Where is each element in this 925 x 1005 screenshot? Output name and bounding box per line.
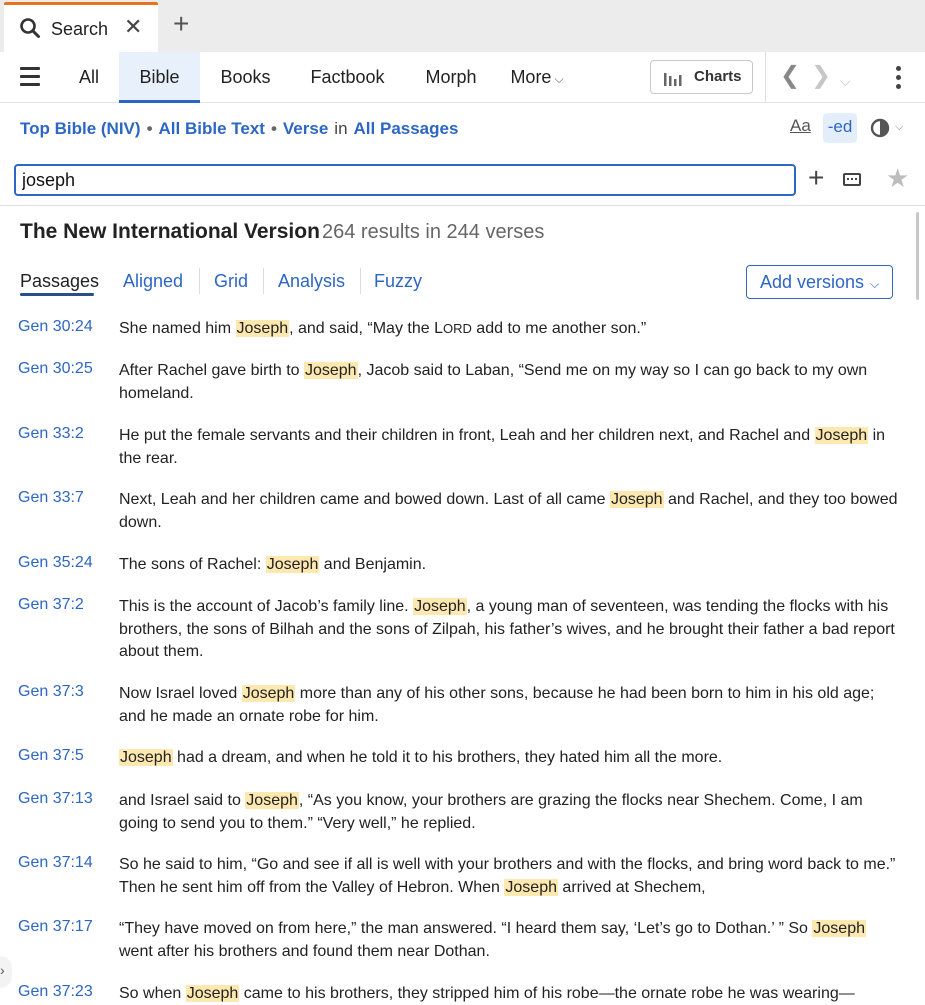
verse-text [119,854,899,899]
subtab-divider [199,268,200,294]
search-scope: Top Bible (NIV) • All Bible Text • Verse in All Passages [20,119,459,138]
verse-text [119,596,899,664]
verse-reference-link[interactable]: Gen 30:25 [18,360,93,377]
nav-tab-more[interactable] [503,52,571,103]
search-input[interactable] [14,164,796,196]
nav-tab-label: All [78,67,99,87]
verse-text-segment: , “As you know, your brothers are grazing the flocks near Shechem. Come, I am going to send you to them.” “Very well,” he replied. [119,792,863,832]
subtab-aligned[interactable]: Aligned [123,271,184,291]
search-hit-highlight[interactable]: Joseph [304,362,357,379]
add-versions-label: Add versions [760,272,865,292]
search-hit-highlight[interactable]: Joseph [242,685,295,702]
back-arrow-icon[interactable]: ❮ [780,62,801,89]
verse-text [119,554,899,577]
verse-text-segment: , Jacob said to Laban, “Send me on my way so I can go back to my own homeland. [119,362,868,402]
add-term-plus-icon[interactable]: + [808,162,825,193]
verse-text-segment: went after his brothers and found them near Dothan. [119,942,490,960]
scrollbar[interactable] [916,212,919,300]
tab-label: Search [51,19,109,39]
verse-text-segment: , and said, “May the L [289,320,443,337]
tab-search[interactable] [4,2,158,52]
close-icon[interactable]: ✕ [124,14,143,39]
subtab-fuzzy[interactable]: Fuzzy [374,271,423,291]
nav-tab-label: Factbook [310,67,385,87]
charts-button[interactable] [650,60,753,94]
search-hit-highlight[interactable]: Joseph [815,427,868,444]
hamburger-menu-icon[interactable] [20,67,40,91]
search-hit-highlight[interactable]: Joseph [236,320,289,337]
verse-text-segment: and Rachel, and they too bowed down. [119,491,898,531]
toolbar [0,52,925,103]
expand-panel-chevron-icon[interactable]: › [0,956,12,988]
search-hit-highlight[interactable]: Joseph [610,491,663,508]
new-tab-plus-icon[interactable]: + [173,8,190,39]
add-versions-button[interactable] [746,265,893,299]
verse-text [119,425,899,470]
search-hit-highlight[interactable]: Joseph [505,878,557,896]
nav-tab-label: Morph [425,67,477,87]
divider [0,205,925,206]
verse-text [119,683,899,728]
word-forms-toggle-icon[interactable]: -ed [823,113,857,143]
scope-text-link[interactable]: All Bible Text [158,119,265,138]
subtab-divider [360,268,361,294]
chevron-down-icon: ⌵ [554,72,564,86]
verse-text-segment: So when [119,985,186,1002]
version-title: The New International Version [20,220,320,243]
toolbar-divider [765,52,766,103]
verse-reference-link[interactable]: Gen 37:23 [18,983,93,1000]
verse-reference-link[interactable]: Gen 30:24 [18,318,93,335]
verse-text-segment: more than any of his other sons, because he had been born to him in his old age; and he made an ornate robe for him. [119,685,875,725]
active-subtab-indicator [20,293,94,296]
verse-text-segment: Now Israel loved [119,685,242,702]
verse-reference-link[interactable]: Gen 37:17 [18,918,93,935]
verse-text-segment: arrived at Shechem, [557,878,706,896]
verse-text-segment: So he said to him, “Go and see if all is well with your brothers and with the flocks, and bring word back to me.” Then he sent him off from the Valley of Hebron. When [119,856,896,896]
charts-label: Charts [694,68,742,85]
verse-text-segment: The sons of Rachel: [119,556,266,573]
subtab-passages[interactable]: Passages [20,271,100,291]
verse-text-segment: in the rear. [119,427,886,467]
verse-reference-link[interactable]: Gen 37:2 [18,596,84,613]
keyboard-icon[interactable] [843,173,861,186]
verse-text-segment: add to me another son.” [471,320,647,337]
search-hit-highlight[interactable]: Joseph [266,556,319,573]
verse-reference-link[interactable]: Gen 33:7 [18,489,84,506]
verse-text-segment: “They have moved on from here,” the man answered. “I heard them say, ‘Let’s go to Dothan.’ ” So [119,920,813,937]
subtab-grid[interactable]: Grid [214,271,249,291]
search-hit-highlight[interactable]: Joseph [813,920,865,937]
verse-text-segment: Next, Leah and her children came and bowed down. Last of all came [119,491,610,508]
verse-text [119,318,899,341]
search-hit-highlight[interactable]: Joseph [414,598,466,615]
subtab-analysis[interactable]: Analysis [278,271,346,291]
verse-text-segment: She named him [119,320,236,337]
verse-reference-link[interactable]: Gen 37:3 [18,683,84,700]
verse-text [119,489,899,534]
verse-reference-link[interactable]: Gen 37:13 [18,790,93,807]
nav-tab-factbook[interactable] [300,52,395,103]
verse-text [119,983,899,1005]
chevron-down-icon: ⌵ [870,277,880,291]
verse-text-segment: This is the account of Jacob’s family line. [119,598,414,615]
verse-text [119,918,899,963]
verse-text-segment: , a young man of seventeen, was tending the flocks with his brothers, the sons of Bilhah and the sons of Zilpah, his father’s wives, and he brought their father a bad report about them. [119,598,895,660]
verse-reference-link[interactable]: Gen 37:14 [18,854,93,871]
nav-tab-label: More [510,67,552,87]
verse-reference-link[interactable]: Gen 35:24 [18,554,93,571]
scope-unit-link[interactable]: Verse [282,119,329,138]
search-icon [19,17,41,44]
results-count: 264 results in 244 verses [322,221,545,243]
forward-arrow-icon[interactable]: ❯ [811,62,832,89]
favorite-star-icon[interactable]: ★ [886,163,910,193]
nav-tab-all[interactable] [66,52,112,103]
verse-text-segment: had a dream, and when he told it to his brothers, they hated him all the more. [172,749,723,766]
verse-text [119,360,899,405]
search-hit-highlight[interactable]: Joseph [120,749,172,766]
verse-text-segment: came to his brothers, they stripped him of his robe—the ornate robe he was wearing— [239,985,855,1002]
search-hit-highlight[interactable]: Joseph [186,985,239,1002]
contrast-icon[interactable] [870,118,890,143]
verse-reference-link[interactable]: Gen 33:2 [18,425,84,442]
verse-reference-link[interactable]: Gen 37:5 [18,747,84,764]
verse-text-segment: After Rachel gave birth to [119,362,304,379]
history-chevron-down-icon[interactable]: ⌵ [840,73,851,89]
verse-text-segment: He put the female servants and their children in front, Leah and her children next, and Rachel and [119,427,815,444]
nav-tab-books[interactable] [210,52,281,103]
subtab-divider [263,268,264,294]
font-size-icon[interactable]: Aa [790,116,811,135]
scope-range-link[interactable]: All Passages [353,119,459,138]
search-hit-highlight[interactable]: Joseph [246,792,298,809]
nav-tab-label: Books [220,67,271,87]
bar-chart-icon [664,70,684,91]
nav-tab-morph[interactable] [415,52,487,103]
verse-text [119,790,899,835]
nav-tab-bible[interactable] [119,52,200,103]
more-options-icon[interactable] [896,66,902,93]
nav-tab-label: Bible [139,67,180,87]
tab-strip [0,0,925,52]
verse-text-segment: and Benjamin. [319,556,427,573]
verse-text [119,747,899,770]
verse-text-segment: ORD [442,321,472,336]
verse-text-segment: and Israel said to [119,792,246,809]
scope-in-label: in [334,119,348,138]
scope-bible-link[interactable]: Top Bible (NIV) [20,119,141,138]
chevron-down-icon[interactable]: ⌵ [895,121,904,133]
